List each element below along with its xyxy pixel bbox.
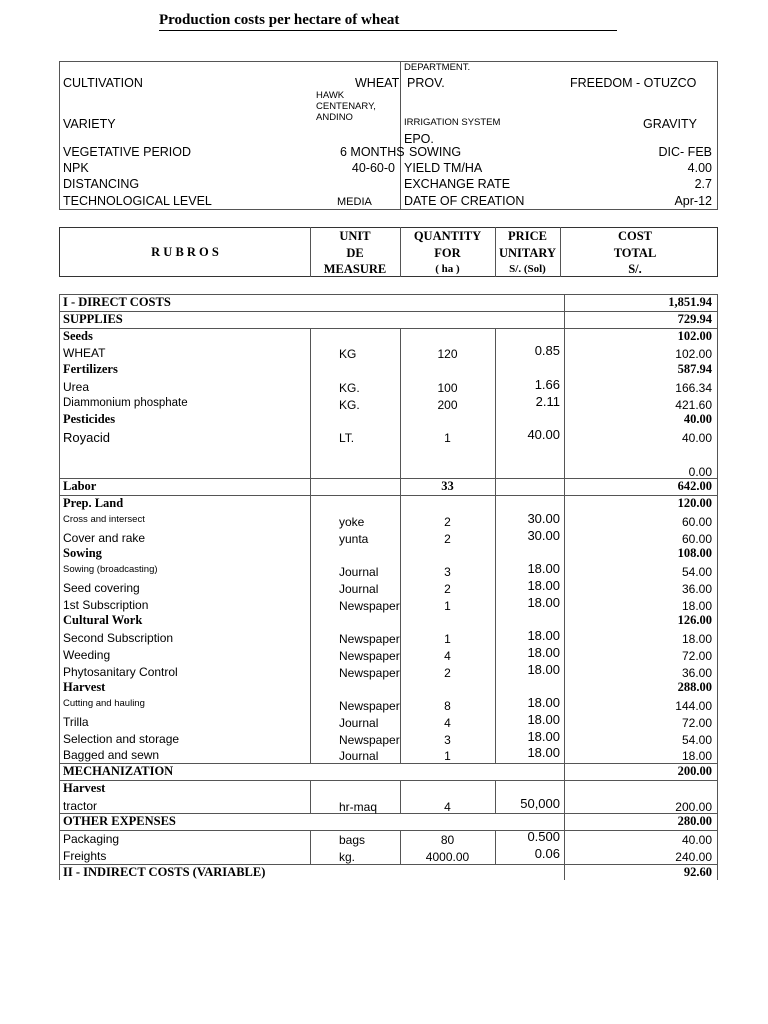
row-total-cost: 102.00 (677, 328, 712, 343)
row-unit: Newspaper (339, 648, 400, 663)
table-row (59, 462, 717, 479)
row-total-cost: 92.60 (683, 864, 712, 879)
row-unit-price: 18.00 (527, 661, 560, 677)
table-row (59, 328, 717, 345)
row-label: Urea (63, 379, 90, 394)
table-row (59, 746, 717, 763)
row-quantity: 4 (444, 648, 451, 663)
row-unit-price: 18.00 (527, 577, 560, 593)
header-quantity-line: FOR (434, 245, 461, 260)
row-label: Cover and rake (63, 530, 146, 545)
table-row (59, 763, 717, 780)
table-row (59, 545, 717, 562)
header-price (495, 228, 560, 278)
row-unit-price: 18.00 (527, 594, 560, 610)
row-unit: hr-maq (339, 799, 378, 814)
row-unit: yoke (339, 514, 365, 529)
prov-label: PROV. (407, 76, 445, 90)
row-label: Cross and intersect (63, 513, 145, 525)
row-label: Sowing (63, 546, 102, 561)
variety-option: CENTENARY, (316, 101, 376, 112)
row-label: II - INDIRECT COSTS (VARIABLE) (63, 864, 266, 879)
table-row (59, 378, 717, 395)
row-unit: LT. (339, 431, 355, 445)
row-quantity: 4 (444, 715, 451, 730)
header-unit-line: MEASURE (323, 262, 387, 276)
row-total-cost: 60.00 (681, 514, 712, 529)
row-label: Packaging (63, 832, 120, 846)
row-label: Trilla (63, 714, 89, 729)
irrigation-label: IRRIGATION SYSTEM (404, 117, 501, 128)
row-unit-price: 18.00 (527, 745, 560, 761)
table-row (59, 696, 717, 713)
variety-option: HAWK (316, 90, 345, 101)
row-total-cost: 0.00 (688, 464, 712, 479)
row-total-cost: 40.00 (681, 431, 712, 445)
table-row (59, 428, 717, 445)
row-unit: Journal (339, 715, 379, 730)
row-unit-price: 2.11 (535, 393, 560, 409)
row-label: Phytosanitary Control (63, 664, 178, 679)
table-row (59, 646, 717, 663)
row-quantity: 1 (444, 431, 451, 445)
row-unit: Newspaper (339, 632, 400, 646)
date-label: DATE OF CREATION (404, 194, 525, 208)
row-unit-price: 0.06 (534, 845, 560, 861)
row-unit-price: 0.500 (527, 829, 560, 844)
table-row (59, 445, 717, 462)
row-quantity: 3 (444, 732, 451, 747)
table-row (59, 478, 717, 495)
row-label: Labor (63, 479, 97, 494)
date-value: Apr-12 (674, 194, 712, 208)
table-row (59, 411, 717, 428)
variety-label: VARIETY (63, 117, 116, 131)
table-row (59, 813, 717, 830)
row-total-cost: 1,851.94 (668, 295, 712, 309)
table-row (59, 395, 717, 412)
vegetative-label: VEGETATIVE PERIOD (63, 145, 192, 159)
row-quantity: 2 (444, 665, 451, 680)
cultivation-label: CULTIVATION (63, 76, 143, 90)
header-price-line: S/. (Sol) (509, 263, 546, 275)
row-total-cost: 72.00 (681, 715, 712, 730)
header-cost-line: S/. (628, 262, 642, 276)
npk-value: 40-60-0 (351, 161, 395, 175)
row-unit: KG. (339, 380, 360, 395)
row-total-cost: 144.00 (675, 699, 712, 713)
row-total-cost: 166.34 (675, 380, 712, 395)
row-unit-price: 18.00 (527, 711, 560, 727)
row-unit: KG. (339, 397, 360, 412)
row-label: Second Subscription (63, 631, 174, 645)
header-price-line: PRICE (508, 229, 547, 243)
row-unit-price: 18.00 (527, 561, 560, 576)
tech-label: TECHNOLOGICAL LEVEL (63, 194, 212, 208)
table-row (59, 797, 717, 814)
row-total-cost: 40.00 (681, 833, 712, 847)
row-quantity: 1 (444, 749, 451, 764)
row-total-cost: 200.00 (675, 799, 712, 814)
row-label: tractor (63, 798, 98, 813)
row-unit: Newspaper (339, 598, 400, 613)
yield-value: 4.00 (687, 161, 712, 175)
header-quantity-line: QUANTITY (413, 229, 482, 243)
row-quantity: 33 (441, 479, 454, 494)
row-total-cost: 587.94 (677, 362, 712, 376)
header-cost (600, 228, 670, 278)
row-unit: kg. (339, 849, 356, 864)
distancing-label: DISTANCING (63, 177, 140, 191)
header-cost-line: TOTAL (613, 245, 657, 260)
row-quantity: 80 (440, 833, 455, 847)
row-label: Prep. Land (63, 496, 124, 510)
row-label: Diammonium phosphate (63, 396, 188, 409)
row-label: Cultural Work (63, 613, 143, 628)
row-quantity: 2 (444, 581, 451, 596)
sowing-label: SOWING (409, 145, 462, 159)
row-total-cost: 36.00 (681, 665, 712, 680)
table-row (59, 311, 717, 328)
exchange-value: 2.7 (694, 177, 712, 191)
row-total-cost: 54.00 (681, 565, 712, 579)
table-row (59, 495, 717, 512)
row-unit-price: 18.00 (527, 628, 560, 643)
exchange-label: EXCHANGE RATE (404, 177, 511, 191)
row-total-cost: 18.00 (681, 632, 712, 646)
row-quantity: 1 (444, 598, 451, 613)
table-border-right (717, 294, 718, 880)
row-unit-price: 50,000 (520, 795, 560, 811)
row-quantity: 2 (444, 531, 451, 546)
header-unit-line: DE (346, 245, 364, 260)
table-row (59, 294, 717, 311)
header-unit-line: UNIT (339, 229, 371, 243)
table-row (59, 512, 717, 529)
row-label: Selection and storage (63, 731, 180, 746)
row-total-cost: 120.00 (677, 496, 712, 510)
table-row (59, 780, 717, 797)
vegetative-value: 6 MONTHS (340, 145, 405, 159)
header-divider (560, 227, 561, 277)
table-row (59, 612, 717, 629)
header-rubros: R U B R O S (151, 245, 219, 259)
row-label: I - DIRECT COSTS (63, 295, 171, 309)
row-quantity: 1 (444, 632, 451, 646)
row-label: Weeding (63, 647, 111, 662)
row-total-cost: 642.00 (677, 479, 712, 494)
row-quantity: 4 (444, 799, 451, 814)
row-label: OTHER EXPENSES (63, 814, 176, 829)
row-total-cost: 72.00 (681, 648, 712, 663)
table-row (59, 663, 717, 680)
row-total-cost: 60.00 (681, 531, 712, 546)
row-label: Sowing (broadcasting) (63, 564, 158, 575)
row-total-cost: 729.94 (677, 311, 712, 326)
row-total-cost: 54.00 (681, 732, 712, 747)
row-unit-price: 30.00 (527, 527, 560, 543)
table-row (59, 864, 717, 881)
row-quantity: 2 (444, 514, 451, 529)
row-total-cost: 18.00 (681, 598, 712, 613)
epo-label: EPO. (404, 132, 434, 146)
irrigation-value: GRAVITY (643, 117, 697, 131)
department-label: DEPARTMENT. (404, 62, 471, 73)
row-unit-price: 40.00 (527, 427, 560, 442)
row-label: 1st Subscription (63, 597, 149, 612)
row-label: Harvest (63, 780, 106, 795)
row-unit-price: 1.66 (534, 376, 560, 392)
row-label: Seeds (63, 328, 93, 343)
variety-option: ANDINO (316, 112, 353, 123)
row-label: Freights (63, 848, 107, 863)
row-label: Royacid (63, 430, 110, 445)
row-unit: Journal (339, 565, 379, 579)
table-row (59, 579, 717, 596)
row-label: Seed covering (63, 580, 140, 595)
row-unit: Newspaper (339, 699, 400, 713)
npk-label: NPK (63, 161, 89, 175)
row-unit: KG (339, 347, 357, 362)
row-quantity: 120 (437, 347, 458, 362)
table-row (59, 730, 717, 747)
row-unit-price: 0.85 (534, 343, 560, 359)
row-unit-price: 18.00 (527, 695, 560, 710)
row-quantity: 100 (437, 380, 458, 395)
row-label: SUPPLIES (63, 311, 123, 326)
table-row (59, 679, 717, 696)
row-unit: Newspaper (339, 665, 400, 680)
row-unit-price: 30.00 (527, 510, 560, 526)
yield-label: YIELD TM/HA (404, 161, 483, 175)
cultivation-value: WHEAT (355, 76, 400, 90)
row-total-cost: 240.00 (675, 849, 712, 864)
table-row (59, 529, 717, 546)
row-total-cost: 36.00 (681, 581, 712, 596)
row-unit: bags (339, 833, 366, 847)
row-unit: yunta (339, 531, 369, 546)
row-total-cost: 421.60 (675, 397, 712, 412)
table-row (59, 344, 717, 361)
row-quantity: 8 (444, 699, 451, 713)
row-quantity: 3 (444, 565, 451, 579)
row-label: MECHANIZATION (63, 764, 174, 778)
row-total-cost: 40.00 (683, 412, 712, 427)
row-label: Bagged and sewn (63, 748, 160, 763)
header-quantity-line: ( ha ) (435, 263, 460, 275)
tech-value: MEDIA (337, 196, 372, 208)
table-row (59, 596, 717, 613)
header-cost-line: COST (617, 229, 653, 243)
row-total-cost: 280.00 (677, 814, 712, 829)
row-total-cost: 108.00 (677, 546, 712, 561)
table-row (59, 713, 717, 730)
table-row (59, 830, 717, 847)
row-total-cost: 288.00 (677, 680, 712, 695)
header-quantity (400, 228, 495, 278)
row-label: Cutting and hauling (63, 698, 145, 709)
page-title: Production costs per hectare of wheat (159, 11, 617, 31)
info-divider (400, 61, 401, 210)
row-unit-price: 18.00 (527, 728, 560, 744)
row-total-cost: 18.00 (681, 749, 712, 764)
row-unit: Journal (339, 581, 379, 596)
sowing-value: DIC- FEB (658, 145, 712, 159)
table-row (59, 361, 717, 378)
table-row (59, 847, 717, 864)
row-total-cost: 126.00 (677, 613, 712, 628)
header-unit (310, 228, 400, 278)
row-quantity: 4000.00 (425, 849, 470, 864)
row-label: Fertilizers (63, 362, 118, 376)
table-row (59, 562, 717, 579)
row-quantity: 200 (437, 397, 458, 412)
row-label: Pesticides (63, 412, 116, 427)
row-unit: Journal (339, 749, 379, 764)
prov-value: FREEDOM - OTUZCO (570, 76, 697, 90)
row-label: Harvest (63, 680, 106, 695)
row-label: WHEAT (63, 346, 106, 361)
row-unit-price: 18.00 (527, 644, 560, 660)
header-price-line: UNITARY (499, 245, 556, 260)
row-total-cost: 102.00 (675, 347, 712, 362)
row-unit: Newspaper (339, 732, 400, 747)
table-row (59, 629, 717, 646)
row-total-cost: 200.00 (677, 764, 712, 778)
